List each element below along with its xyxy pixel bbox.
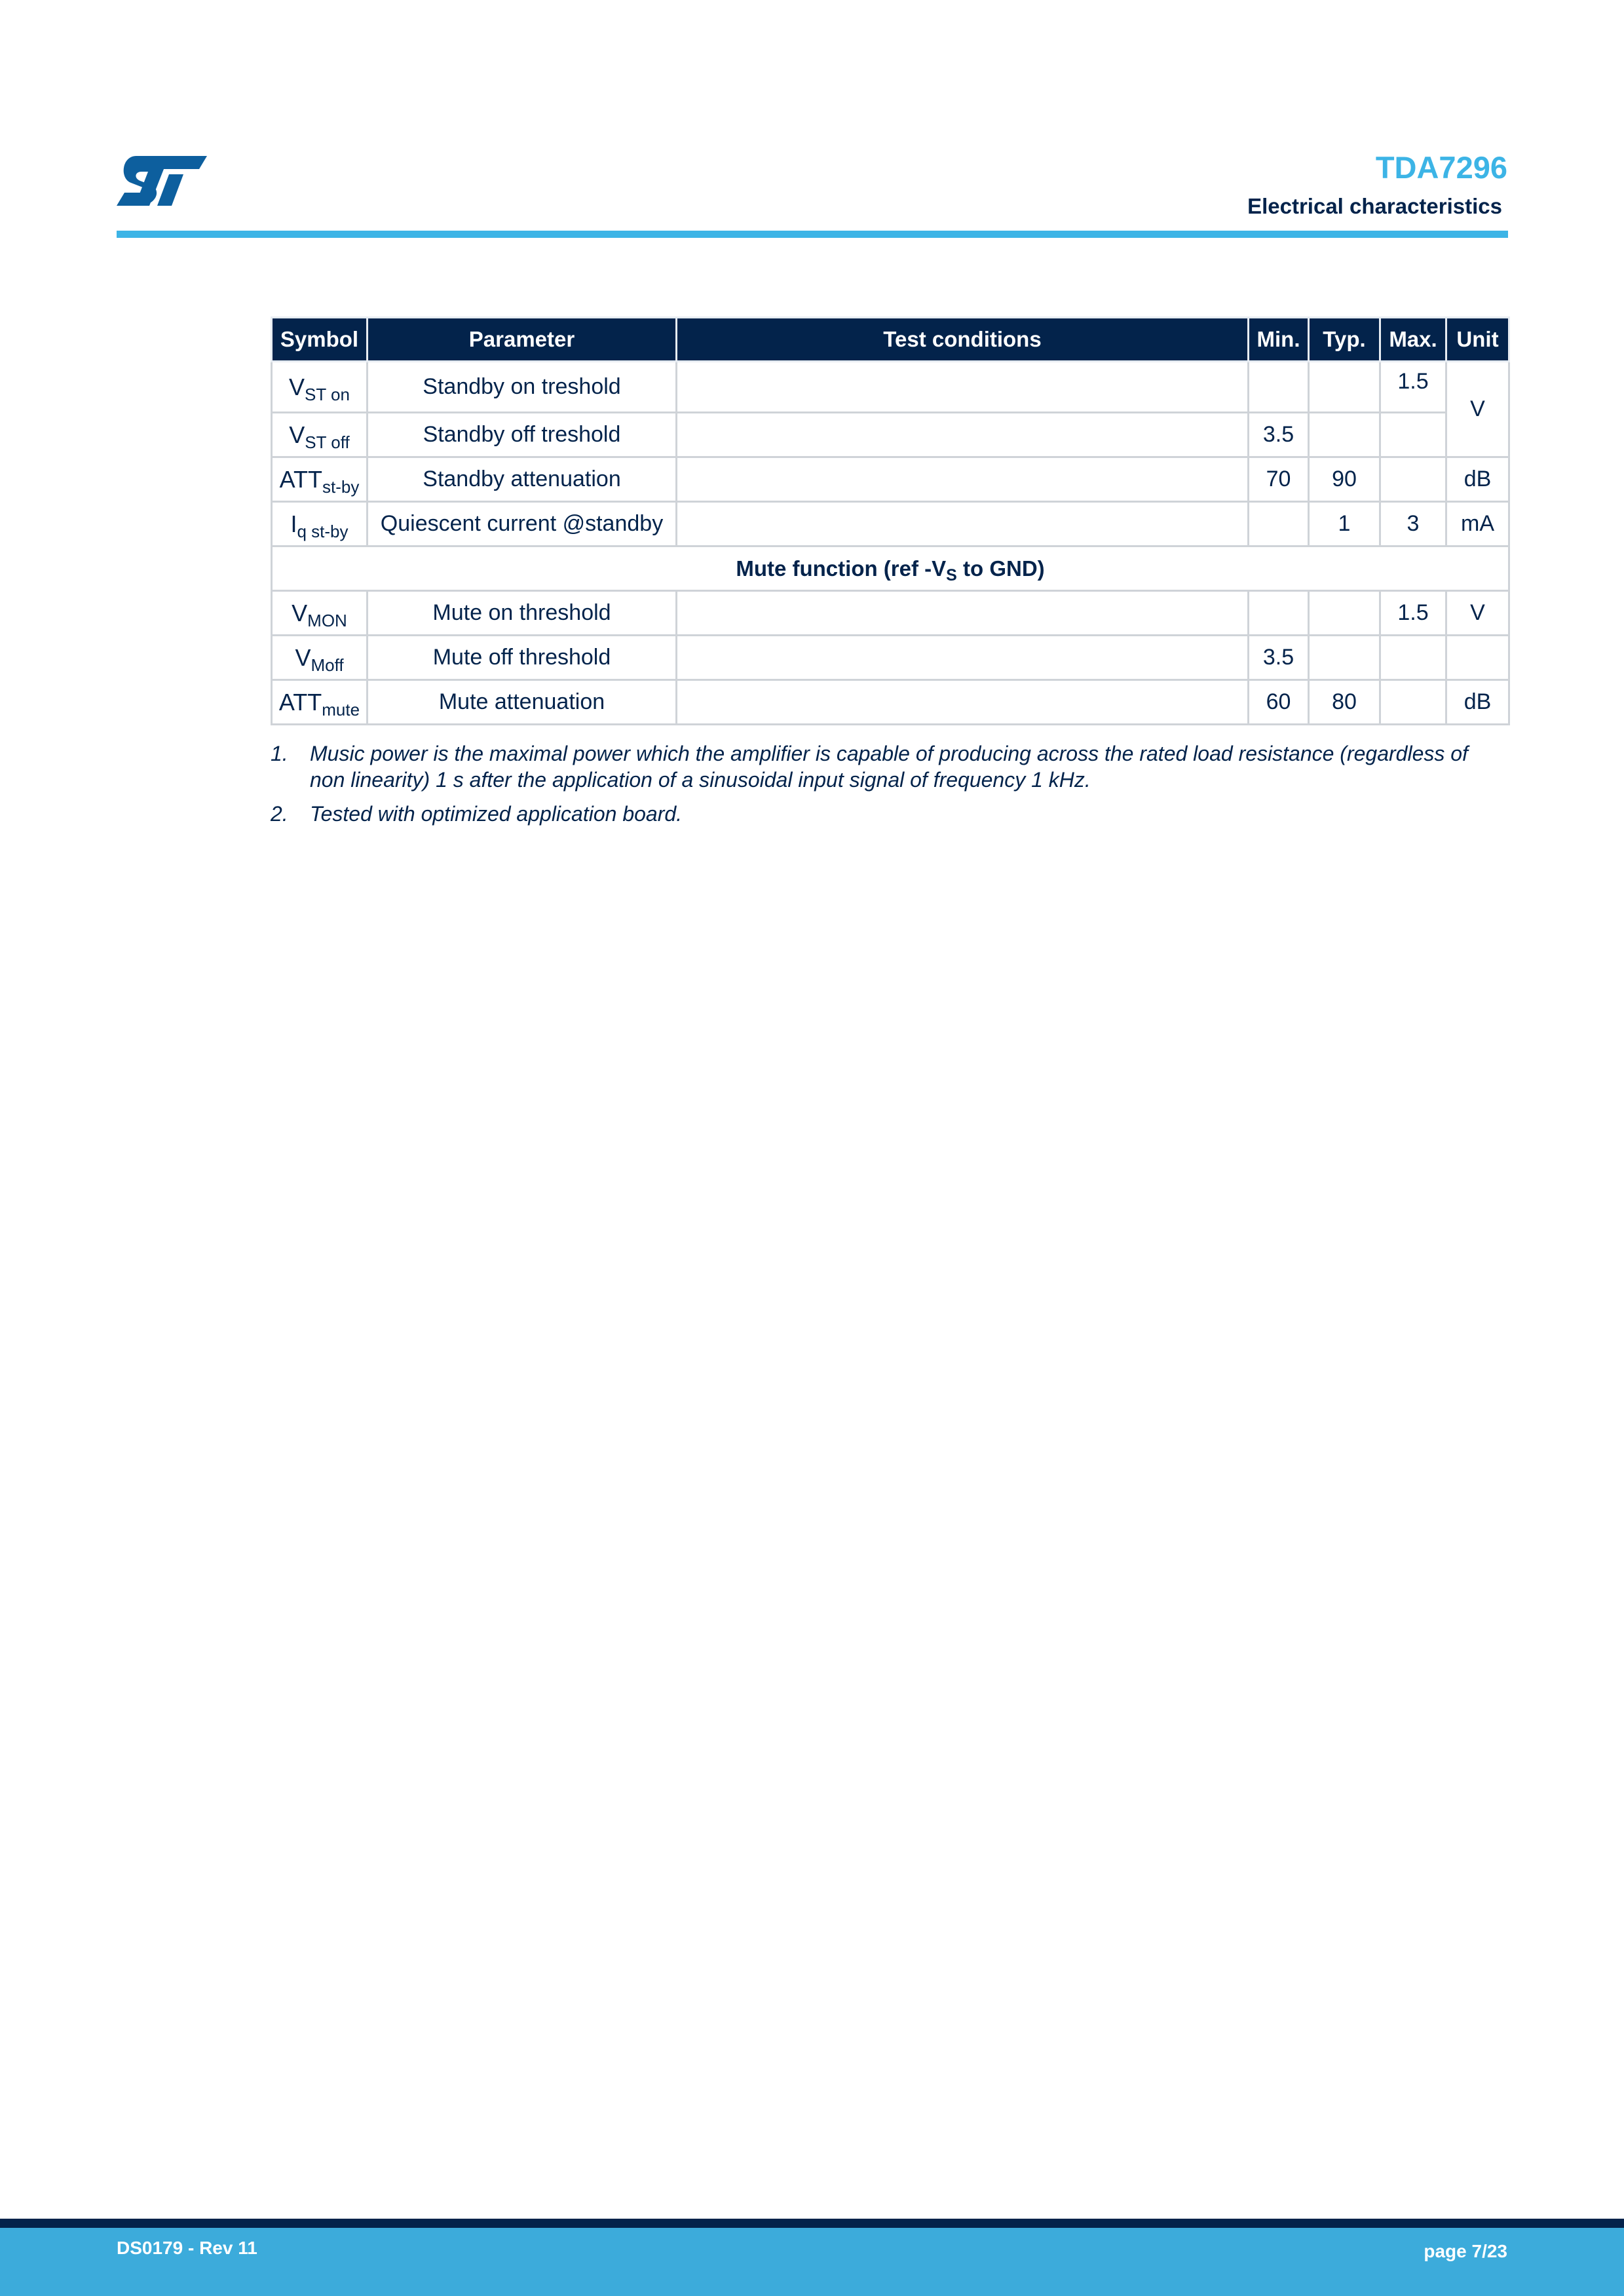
- min-cell: 60: [1249, 680, 1309, 725]
- table-row: [272, 502, 1509, 546]
- max-cell: [1380, 636, 1446, 680]
- column-header: Typ.: [1309, 318, 1380, 362]
- min-cell: [1249, 591, 1309, 636]
- conditions-cell: [677, 636, 1249, 680]
- column-header: Symbol: [272, 318, 368, 362]
- symbol-subscript: Moff: [311, 655, 344, 675]
- section-title: Electrical characteristics: [1247, 194, 1502, 218]
- table-row: [272, 457, 1509, 502]
- min-cell: [1249, 502, 1309, 546]
- footnote-text: Tested with optimized application board.: [310, 802, 683, 826]
- conditions-cell: [677, 362, 1249, 413]
- max-cell: 1.5: [1380, 362, 1446, 413]
- footnote-text: Music power is the maximal power which the amplifier is capable of producing across the rated load resistance (regardless of non linearity) 1 s after the application of a sinusoidal input signal of frequency 1 kHz.: [310, 742, 1468, 792]
- min-cell: 3.5: [1249, 413, 1309, 457]
- unit-cell: [1446, 636, 1509, 680]
- footnote: [271, 740, 1508, 793]
- symbol-cell: [272, 362, 368, 413]
- symbol-base: I: [290, 510, 297, 537]
- conditions-cell: [677, 413, 1249, 457]
- min-cell: 3.5: [1249, 636, 1309, 680]
- symbol-cell: [272, 502, 368, 546]
- st-logo: [117, 156, 207, 206]
- max-cell: 1.5: [1380, 591, 1446, 636]
- symbol-base: V: [289, 421, 305, 448]
- column-header: Parameter: [368, 318, 677, 362]
- min-cell: [1249, 362, 1309, 413]
- section-heading-text: Mute function (ref -V: [736, 556, 947, 581]
- column-header: Unit: [1446, 318, 1509, 362]
- unit-cell: dB: [1446, 457, 1509, 502]
- max-cell: [1380, 413, 1446, 457]
- unit-cell: mA: [1446, 502, 1509, 546]
- parameter-cell: Standby off treshold: [368, 413, 677, 457]
- symbol-subscript: q st-by: [297, 521, 349, 541]
- table-section-row: [272, 546, 1509, 591]
- max-cell: [1380, 457, 1446, 502]
- table-row: [272, 413, 1509, 457]
- parameter-cell: Mute on threshold: [368, 591, 677, 636]
- table-header-row: [272, 318, 1509, 362]
- table-row: [272, 680, 1509, 725]
- conditions-cell: [677, 680, 1249, 725]
- symbol-cell: [272, 591, 368, 636]
- symbol-subscript: st-by: [322, 476, 360, 497]
- typ-cell: [1309, 413, 1380, 457]
- table-row: [272, 591, 1509, 636]
- footnote-number: 1.: [271, 742, 288, 765]
- header-divider: [117, 231, 1508, 238]
- table-footnotes: [271, 740, 1508, 835]
- symbol-subscript: ST off: [305, 432, 350, 452]
- max-cell: [1380, 680, 1446, 725]
- column-header: Min.: [1249, 318, 1309, 362]
- table-row: [272, 636, 1509, 680]
- symbol-cell: [272, 413, 368, 457]
- column-header: Test conditions: [677, 318, 1249, 362]
- table-row: [272, 362, 1509, 413]
- symbol-base: V: [289, 373, 305, 400]
- parameter-cell: Standby on treshold: [368, 362, 677, 413]
- symbol-cell: [272, 636, 368, 680]
- min-cell: 70: [1249, 457, 1309, 502]
- unit-cell: dB: [1446, 680, 1509, 725]
- symbol-base: ATT: [278, 688, 322, 716]
- symbol-base: ATT: [279, 465, 322, 493]
- unit-cell: V: [1446, 362, 1509, 457]
- typ-cell: [1309, 636, 1380, 680]
- symbol-base: V: [292, 599, 308, 626]
- parameter-cell: Mute off threshold: [368, 636, 677, 680]
- typ-cell: 90: [1309, 457, 1380, 502]
- symbol-subscript: mute: [322, 699, 360, 719]
- typ-cell: 80: [1309, 680, 1380, 725]
- footnote: [271, 801, 1508, 827]
- section-heading-text: to GND): [956, 556, 1045, 581]
- parameter-cell: Standby attenuation: [368, 457, 677, 502]
- footer-top-stripe: [0, 2219, 1624, 2228]
- conditions-cell: [677, 457, 1249, 502]
- section-heading-subscript: S: [946, 565, 957, 584]
- electrical-characteristics-table: [271, 316, 1510, 725]
- typ-cell: 1: [1309, 502, 1380, 546]
- parameter-cell: Mute attenuation: [368, 680, 677, 725]
- symbol-cell: [272, 680, 368, 725]
- typ-cell: [1309, 591, 1380, 636]
- document-title: TDA7296: [1375, 150, 1507, 185]
- document-revision: DS0179 - Rev 11: [117, 2238, 257, 2258]
- section-heading-cell: [272, 546, 1509, 591]
- unit-cell: V: [1446, 591, 1509, 636]
- parameter-cell: Quiescent current @standby: [368, 502, 677, 546]
- column-header: Max.: [1380, 318, 1446, 362]
- symbol-base: V: [295, 643, 311, 671]
- page-number: page 7/23: [1424, 2241, 1507, 2261]
- typ-cell: [1309, 362, 1380, 413]
- max-cell: 3: [1380, 502, 1446, 546]
- conditions-cell: [677, 591, 1249, 636]
- footnote-number: 2.: [271, 802, 288, 826]
- symbol-subscript: MON: [307, 610, 347, 630]
- conditions-cell: [677, 502, 1249, 546]
- symbol-subscript: ST on: [305, 384, 350, 404]
- symbol-cell: [272, 457, 368, 502]
